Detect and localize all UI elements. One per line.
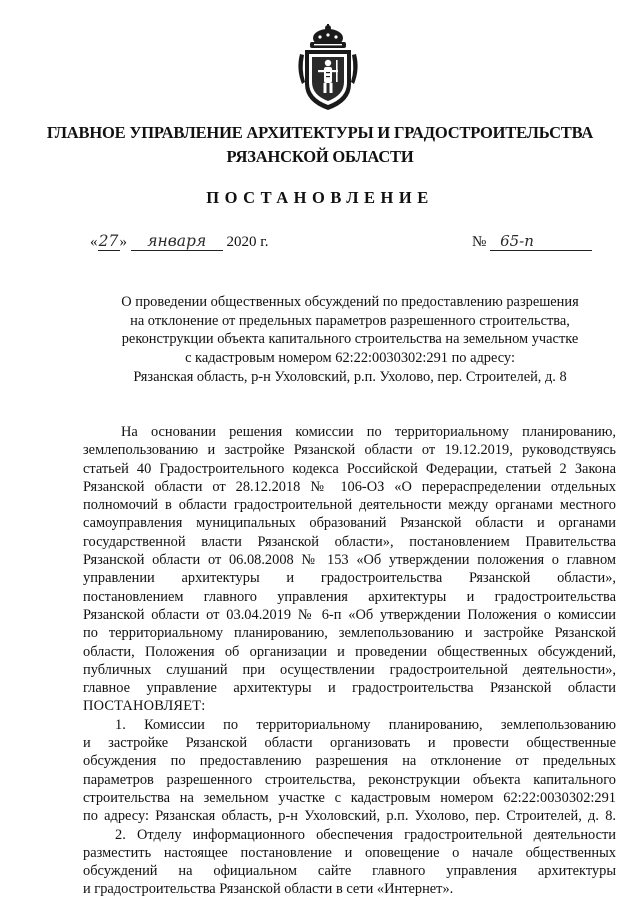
- date-day: 27: [98, 232, 119, 250]
- document-subject: [90, 293, 610, 387]
- preamble-line: управлении архитектуры и градостроительства Рязанской области»,: [83, 570, 616, 587]
- preamble-line: Рязанской области от 28.12.2018 № 106-ОЗ «О перераспределении отдельных: [83, 478, 616, 495]
- preamble-line: области, Положения об организации и проведении общественных обсуждений,: [83, 643, 616, 660]
- preamble-line: по территориальному планированию, землепользованию и застройке Рязанской: [83, 625, 616, 642]
- preamble-line: полномочий в области градостроительной деятельности между органами местного: [83, 497, 616, 514]
- preamble-line: государственной власти Рязанской области», постановлением Правительства: [83, 533, 616, 550]
- number-value: 65-п: [490, 232, 592, 251]
- date-month: января: [131, 232, 223, 251]
- subject-line: реконструкции объекта капитального строительства на земельном участке: [121, 331, 579, 348]
- date-year: 2020 г.: [226, 234, 269, 250]
- document-date: «27» января 2020 г.: [90, 232, 269, 250]
- subject-line: на отклонение от предельных параметров разрешенного строительства,: [130, 312, 570, 329]
- subject-line: с кадастровым номером 62:22:0030302:291 по адресу:: [185, 350, 515, 367]
- item1-line: 1. Комиссии по территориальному планированию, землепользованию: [115, 716, 616, 733]
- item2-line: и градостроительства Рязанской области в сети «Интернет».: [83, 881, 454, 898]
- preamble-line: На основании решения комиссии по территориальному планированию,: [121, 424, 616, 440]
- item1-line: параметров разрешенного строительства, реконструкции объекта капитального: [83, 771, 616, 788]
- coat-of-arms-emblem: [296, 24, 360, 112]
- preamble-line: Рязанской области от 06.08.2008 № 153 «Об утверждении положения о главном: [83, 552, 616, 569]
- document-body: [83, 423, 616, 899]
- preamble-line: землепользованию и застройке Рязанской области от 19.12.2019, руководствуясь: [83, 442, 616, 459]
- item1-line: обсуждения по предоставлению разрешения на отклонение от предельных: [83, 753, 616, 770]
- document-number: [472, 232, 592, 258]
- subject-line: Рязанская область, р-н Ухоловский, р.п. Ухолово, пер. Строителей, д. 8: [133, 368, 567, 385]
- item1-line: строительства на земельном участке с кадастровым номером 62:22:0030302:291: [83, 789, 616, 806]
- item2-line: 2. Отделу информационного обеспечения градостроительной деятельности: [115, 826, 616, 843]
- item2-line: разместить настоящее постановление и оповещение о начале общественных: [83, 844, 616, 861]
- number-label: №: [472, 234, 487, 250]
- preamble-line: Рязанской области от 03.04.2019 № 6-п «Об утверждении Положения о комиссии: [83, 606, 616, 623]
- item1-line: по адресу: Рязанская область, р-н Ухоловский, р.п. Ухолово, пер. Строителей, д. 8.: [83, 808, 616, 825]
- resolves-heading: ПОСТАНОВЛЯЕТ:: [83, 698, 206, 715]
- preamble-line: главное управление архитектуры и градостроительства Рязанской области: [83, 680, 616, 697]
- item1-line: и застройке Рязанской области организовать и провести общественные: [83, 735, 616, 752]
- organization-name-line1: ГЛАВНОЕ УПРАВЛЕНИЕ АРХИТЕКТУРЫ И ГРАДОСТРОИТЕЛЬСТВА: [46, 123, 594, 142]
- subject-line: О проведении общественных обсуждений по предоставлению разрешения: [121, 294, 579, 310]
- item2-line: обсуждений на официальном сайте главного управления архитектуры: [83, 863, 616, 880]
- preamble-line: статьей 40 Градостроительного кодекса Российской Федерации, статьей 2 Закона: [83, 460, 616, 477]
- document-type-title: ПОСТАНОВЛЕНИЕ: [206, 188, 434, 207]
- preamble-line: самоуправления муниципальных образований Рязанской области и органами: [83, 515, 616, 532]
- preamble-line: публичных слушаний при осуществлении градостроительной деятельности»,: [83, 661, 616, 678]
- preamble-line: постановлением главного управления архитектуры и градостроительства: [83, 588, 616, 605]
- organization-name-line2: РЯЗАНСКОЙ ОБЛАСТИ: [226, 147, 414, 166]
